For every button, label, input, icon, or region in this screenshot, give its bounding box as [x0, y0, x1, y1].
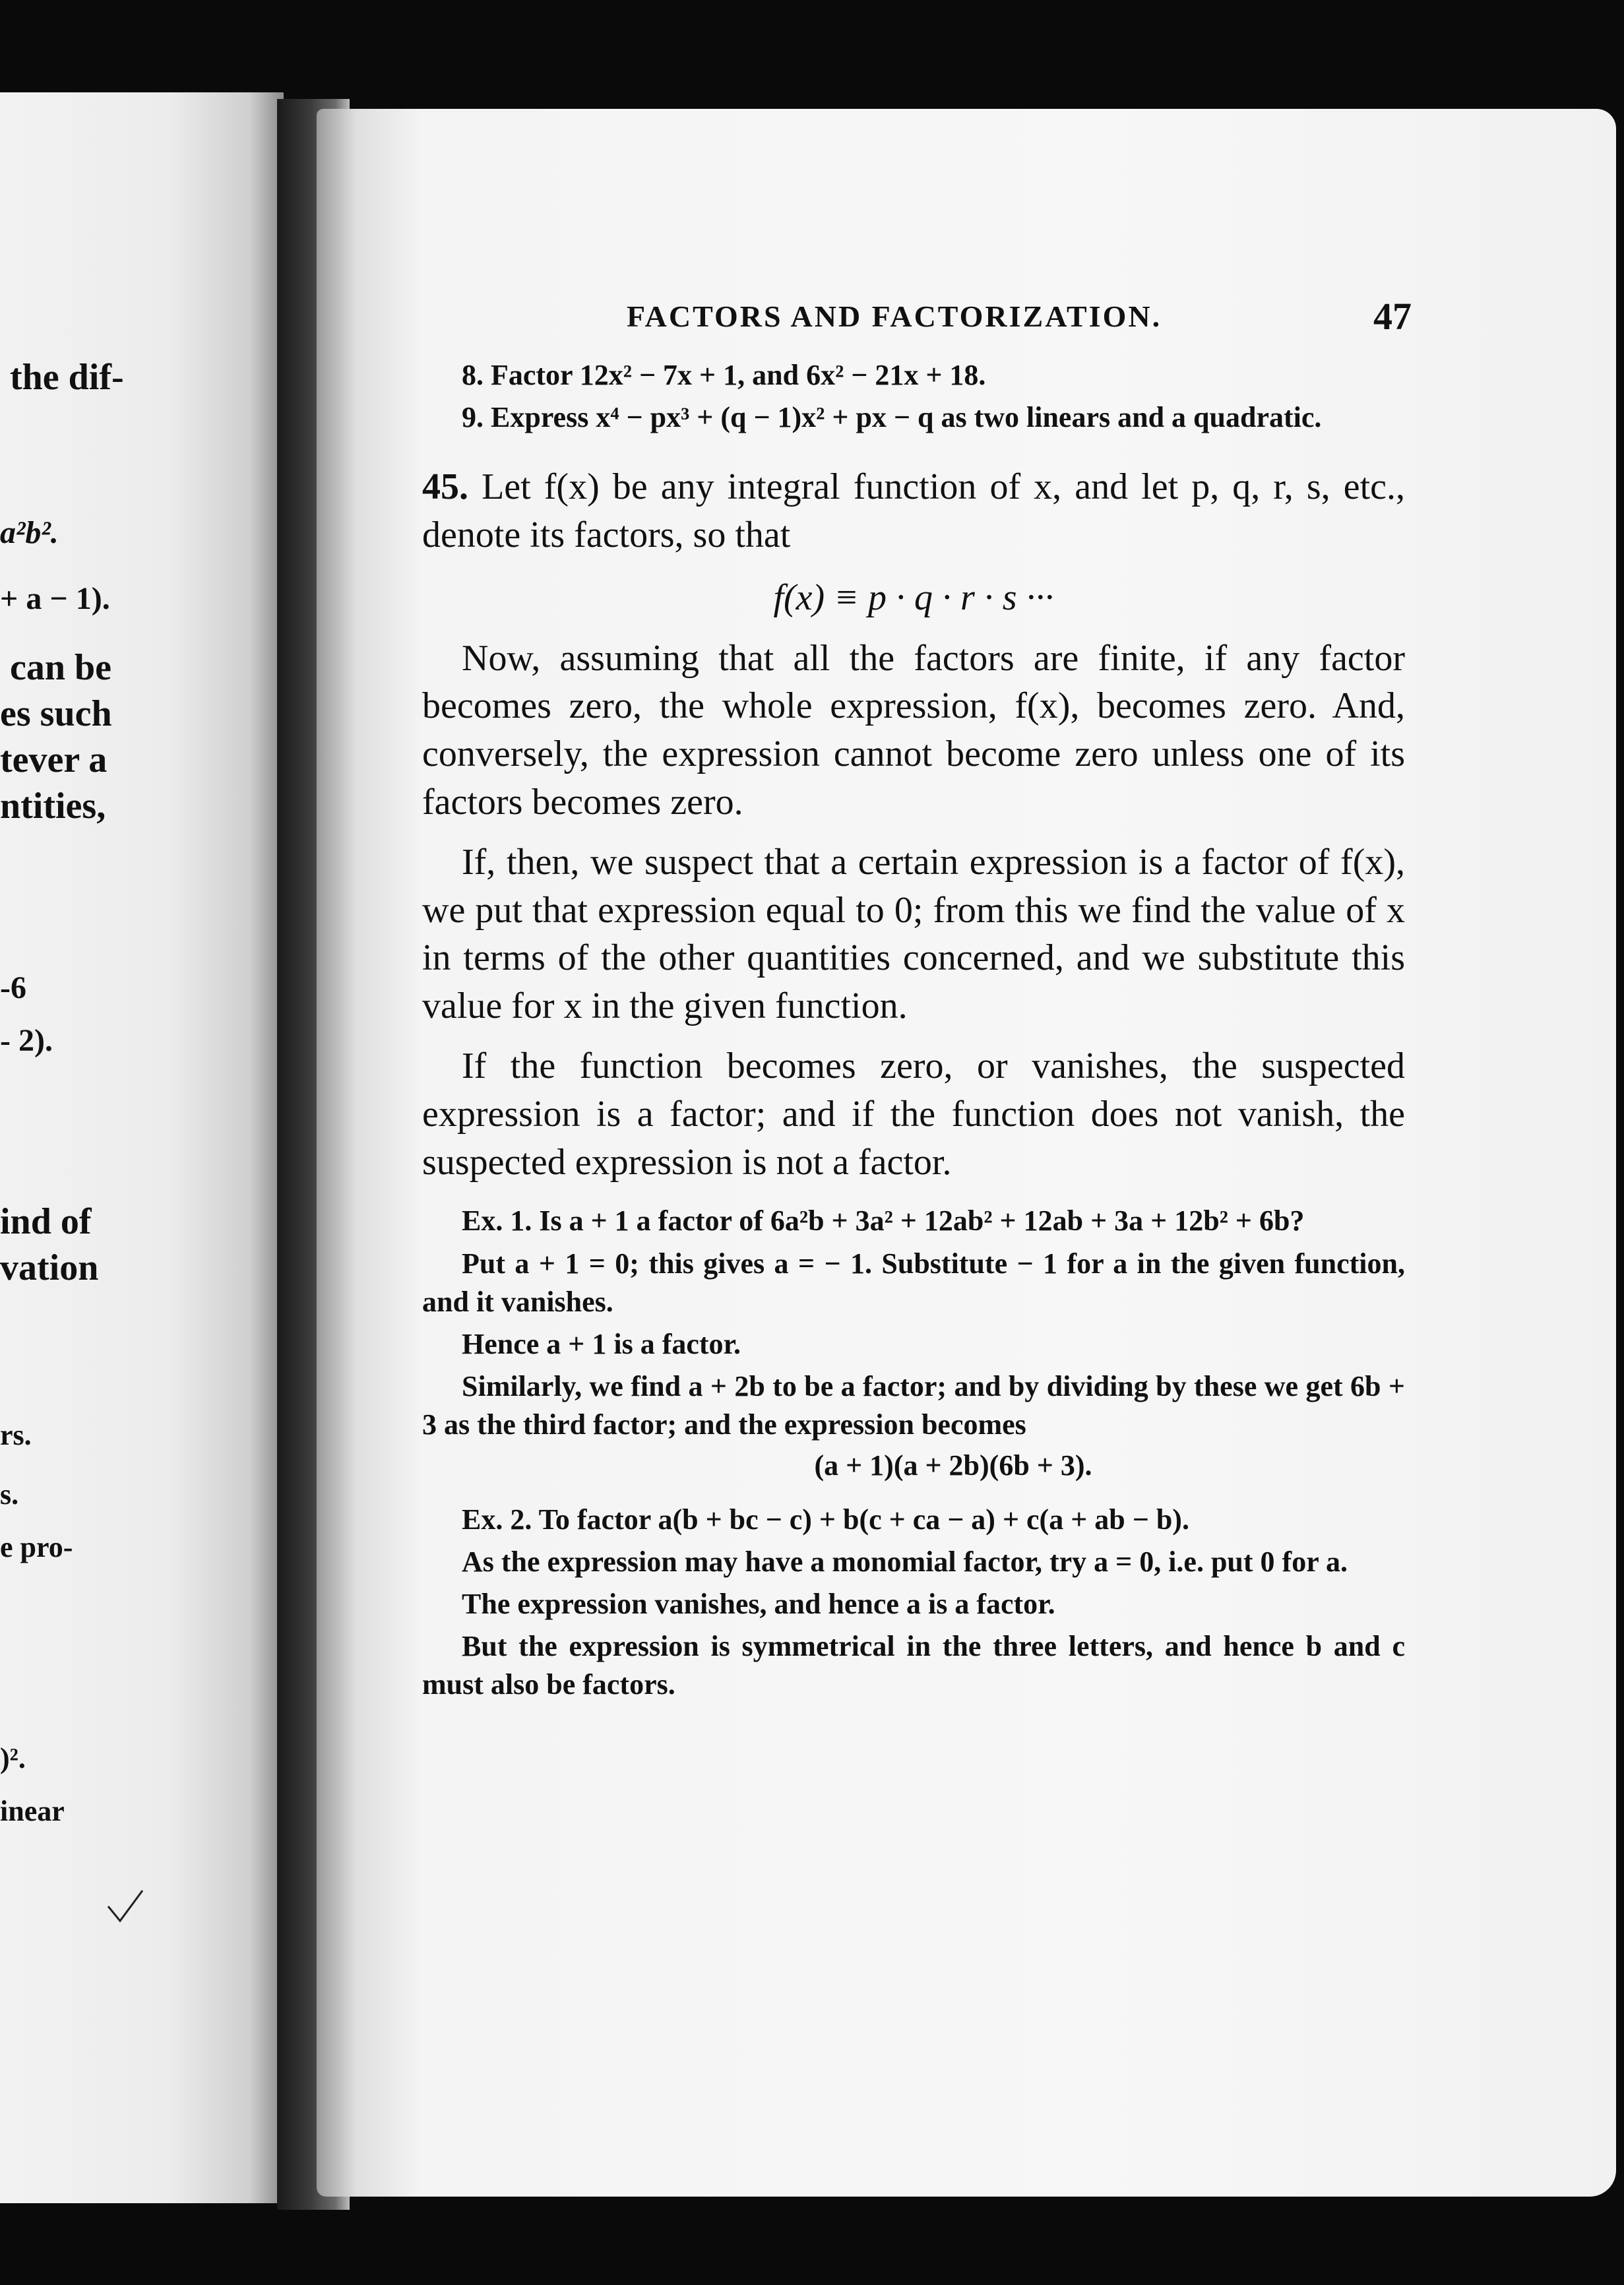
- left-page-fragment: rs.: [0, 1419, 32, 1451]
- left-page: [0, 92, 284, 2203]
- left-page-fragment: ind of: [0, 1201, 92, 1242]
- example-question: Is a + 1 a factor of 6a²b + 3a² + 12ab² + 12ab + 3a + 12b² + 6b?: [539, 1205, 1305, 1237]
- section-45: [422, 463, 1405, 559]
- checkmark-icon: [106, 1887, 145, 1926]
- left-page-fragment: vation: [0, 1247, 99, 1288]
- example-line: Similarly, we find a + 2b to be a factor; and by dividing by these we get 6b + 3 as the third factor; and the expression becomes: [422, 1369, 1405, 1441]
- example-line: Hence a + 1 is a factor.: [462, 1327, 741, 1360]
- exercise-text: Express x⁴ − px³ + (q − 1)x² + px − q as two linears and a quadratic.: [491, 401, 1322, 434]
- exercise-number: 9.: [462, 401, 484, 434]
- example-line: The expression vanishes, and hence a is a factor.: [462, 1588, 1055, 1621]
- exercise-9: [422, 398, 1405, 437]
- page-text: [422, 295, 1412, 1704]
- example-1: [422, 1202, 1405, 1240]
- left-page-fragment: s.: [0, 1478, 19, 1511]
- example-label: Ex. 1.: [462, 1205, 532, 1237]
- left-page-fragment: a²b².: [0, 515, 59, 550]
- section-number: 45.: [422, 466, 468, 508]
- running-head: FACTORS AND FACTORIZATION.: [627, 299, 1162, 333]
- page-header: [422, 295, 1412, 356]
- page-number: 47: [1373, 295, 1412, 338]
- left-page-fragment: tever a: [0, 739, 108, 780]
- exercise-8: [422, 356, 1405, 394]
- example-line: As the expression may have a monomial factor, try a = 0, i.e. put 0 for a.: [462, 1546, 1348, 1579]
- right-page: [317, 109, 1616, 2197]
- example-result: (a + 1)(a + 2b)(6b + 3).: [814, 1449, 1092, 1482]
- left-page-fragment: -6: [0, 970, 26, 1005]
- example-line: Put a + 1 = 0; this gives a = − 1. Substitute − 1 for a in the given function, and it vanishes.: [422, 1247, 1405, 1318]
- left-page-fragment: the dif-: [10, 357, 124, 398]
- left-page-fragment: )².: [0, 1742, 26, 1774]
- example-line: But the expression is symmetrical in the three letters, and hence b and c must also be factors.: [422, 1630, 1405, 1701]
- example-2: [422, 1501, 1405, 1539]
- example-label: Ex. 2.: [462, 1503, 532, 1536]
- left-page-fragment: + a − 1).: [0, 581, 110, 616]
- left-page-fragment: can be: [10, 647, 111, 688]
- example-question: To factor a(b + bc − c) + b(c + ca − a) + c(a + ab − b).: [538, 1503, 1189, 1536]
- display-formula: f(x) ≡ p · q · r · s ···: [773, 577, 1054, 618]
- left-page-fragment: inear: [0, 1795, 65, 1827]
- paragraph: Now, assuming that all the factors are finite, if any factor becomes zero, the whole expression, f(x), becomes zero. And, conversely, the expression cannot become zero unless one of its factors becomes zero.: [422, 637, 1405, 823]
- exercise-text: Factor 12x² − 7x + 1, and 6x² − 21x + 18.: [491, 359, 986, 391]
- left-page-fragment: es such: [0, 693, 112, 734]
- paragraph: If the function becomes zero, or vanishes, the suspected expression is a factor; and if the function does not vanish, the suspected expression is not a factor.: [422, 1046, 1405, 1183]
- left-page-fragment: ntities,: [0, 786, 106, 827]
- left-page-fragment: e pro-: [0, 1531, 73, 1563]
- section-text: Let f(x) be any integral function of x, and let p, q, r, s, etc., denote its factors, so that: [422, 466, 1405, 555]
- left-page-fragment: - 2).: [0, 1023, 53, 1058]
- exercise-number: 8.: [462, 359, 484, 391]
- paragraph: If, then, we suspect that a certain expression is a factor of f(x), we put that expression equal to 0; from this we find the value of x in terms of the other quantities concerned, and we substitute this value for x in the given function.: [422, 841, 1405, 1027]
